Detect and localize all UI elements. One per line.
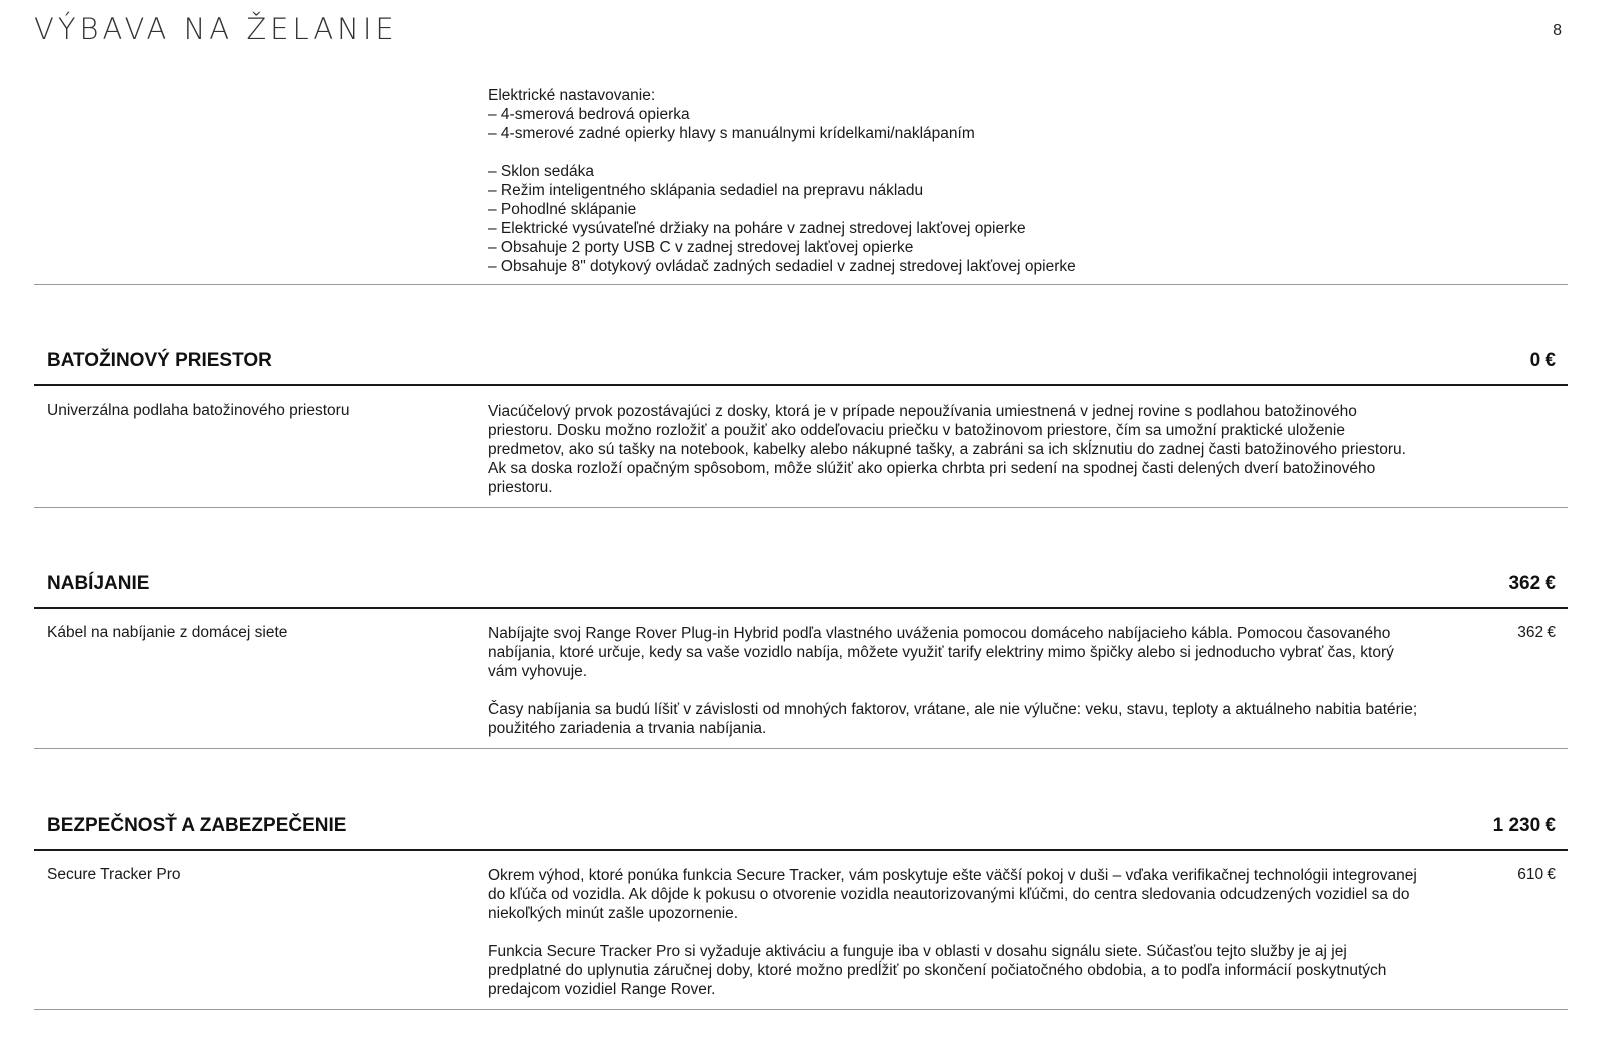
list-item: – Režim inteligentného sklápania sedadiel na prepravu nákladu — [488, 182, 924, 199]
divider — [34, 748, 1568, 749]
item-paragraph: Nabíjajte svoj Range Rover Plug-in Hybrid podľa vlastného uváženia pomocou domáceho nabíjacieho kábla. Pomocou časovaného nabíjania, ktoré určuje, kedy sa vaše vozidlo nabíja, môžete využiť tarify elektriny mimo špičky alebo si jednoducho vybrať čas, ktorý vám vyhovuje. — [488, 625, 1394, 680]
section-title-charging: NABÍJANIE — [47, 573, 150, 594]
item-price: 362 € — [1517, 624, 1556, 641]
divider — [34, 284, 1568, 285]
page-title: VÝBAVA NA ŽELANIE — [34, 12, 398, 46]
item-paragraph: Viacúčelový prvok pozostávajúci z dosky, ktorá je v prípade nepoužívania umiestnená v jednej rovine s podlahou batožinového priestoru. Dosku možno rozložiť a použiť ako oddeľovaciu priečku v batožinovom priestore, čím sa umožní praktické uloženie predmetov, ako sú tašky na notebook, kabelky alebo nákupné tašky, a zabráni sa ich skĺznutiu do zadnej časti batožinového priestoru. Ak sa doska rozloží opačným spôsobom, môže slúžiť ako opierka chrbta pri sedení na spodnej časti delených dverí batožinového priestoru. — [488, 403, 1406, 496]
page-number: 8 — [1553, 22, 1562, 39]
list-item: Elektrické nastavovanie: — [488, 87, 656, 104]
item-description — [488, 624, 1418, 738]
list-item: – Sklon sedáka — [488, 163, 594, 180]
item-name: Secure Tracker Pro — [47, 866, 181, 883]
item-description — [488, 866, 1418, 999]
section-title-luggage: BATOŽINOVÝ PRIESTOR — [47, 350, 272, 371]
list-item: – Obsahuje 2 porty USB C v zadnej stredovej lakťovej opierke — [488, 239, 914, 256]
section-divider — [34, 607, 1568, 609]
item-description — [488, 402, 1418, 497]
list-item: – Obsahuje 8" dotykový ovládač zadných sedadiel v zadnej stredovej lakťovej opierke — [488, 258, 1076, 275]
section-divider — [34, 384, 1568, 386]
section-title-security: BEZPEČNOSŤ A ZABEZPEČENIE — [47, 815, 347, 836]
section-price: 362 € — [1508, 573, 1556, 594]
seat-features-list — [488, 86, 1388, 276]
section-price: 0 € — [1529, 350, 1556, 371]
section-price: 1 230 € — [1492, 815, 1556, 836]
list-item: – 4-smerové zadné opierky hlavy s manuálnymi krídelkami/naklápaním — [488, 125, 975, 142]
divider — [34, 1009, 1568, 1010]
item-paragraph: Funkcia Secure Tracker Pro si vyžaduje aktiváciu a funguje iba v oblasti v dosahu signálu siete. Súčasťou tejto služby je aj jej predplatné do uplynutia záručnej doby, ktoré možno predĺžiť po skončení počiatočného obdobia, a to podľa informácií poskytnutých predajcom vozidiel Range Rover. — [488, 943, 1387, 998]
list-item: – Pohodlné sklápanie — [488, 201, 637, 218]
list-item: – Elektrické vysúvateľné držiaky na poháre v zadnej stredovej lakťovej opierke — [488, 220, 1026, 237]
item-paragraph: Časy nabíjania sa budú líšiť v závislosti od mnohých faktorov, vrátane, ale nie výlučne: veku, stavu, teploty a aktuálneho nabitia batérie; použitého zariadenia a trvania nabíjania. — [488, 701, 1418, 737]
item-name: Univerzálna podlaha batožinového priestoru — [47, 402, 350, 419]
item-paragraph: Okrem výhod, ktoré ponúka funkcia Secure Tracker, vám poskytuje ešte väčší pokoj v duši – vďaka verifikačnej technológii integrovanej do kľúča od vozidla. Ak dôjde k pokusu o otvorenie vozidla neautorizovanými kľúčmi, do centra sledovania odcudzených vozidiel sa do niekoľkých minút zašle upozornenie. — [488, 867, 1417, 922]
item-price: 610 € — [1517, 866, 1556, 883]
item-name: Kábel na nabíjanie z domácej siete — [47, 624, 288, 641]
section-divider — [34, 849, 1568, 851]
list-item: – 4-smerová bedrová opierka — [488, 106, 690, 123]
divider — [34, 507, 1568, 508]
